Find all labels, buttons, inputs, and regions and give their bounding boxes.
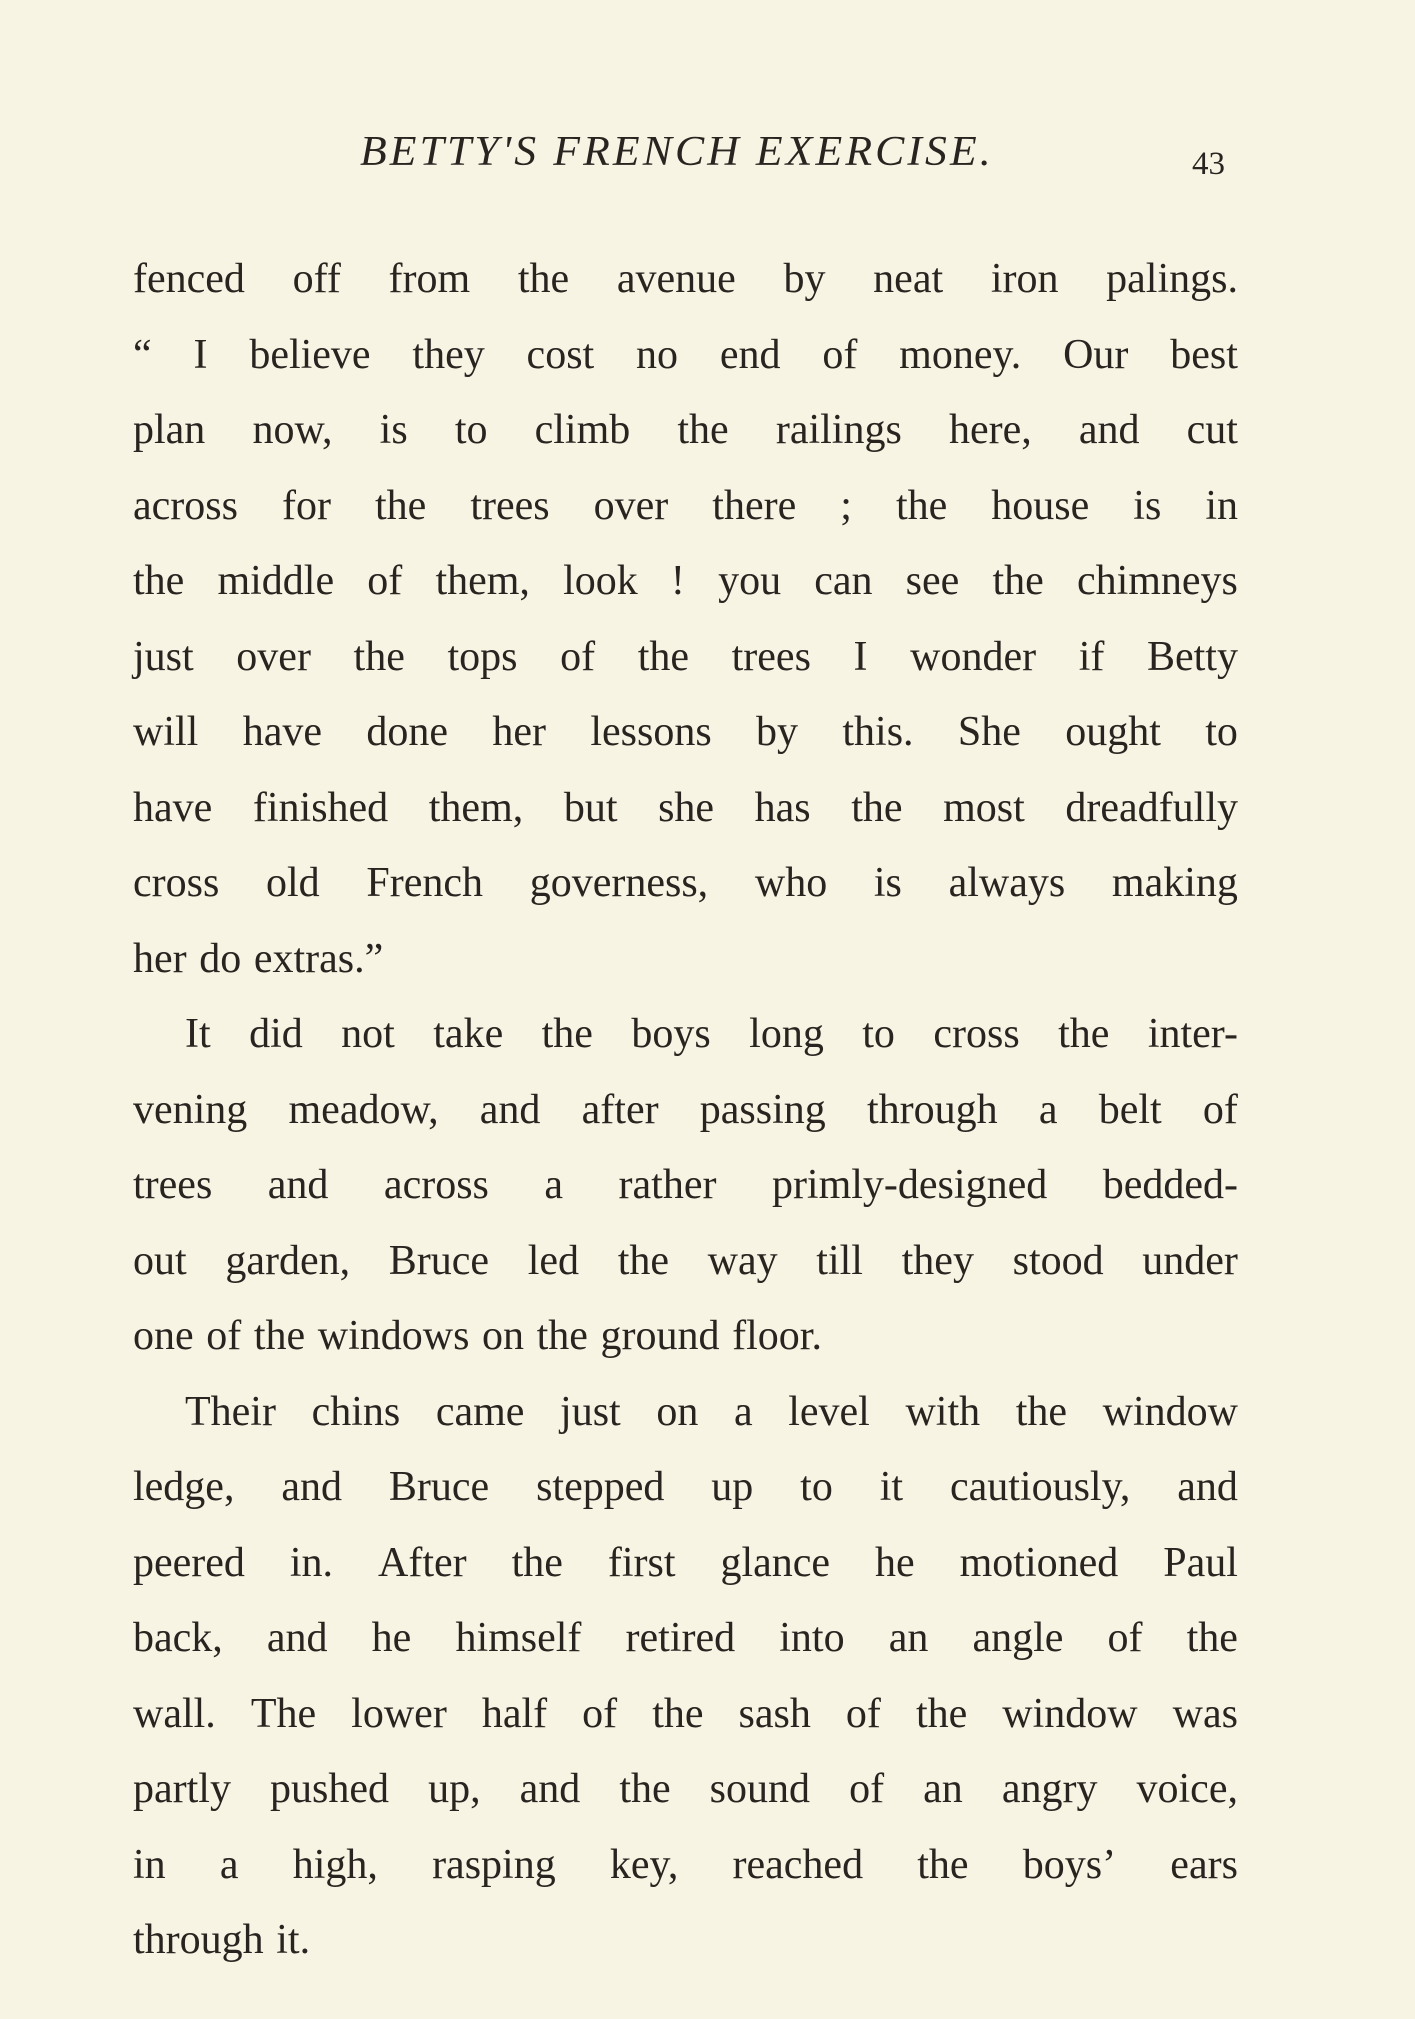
text-line xyxy=(133,771,1238,847)
word: is xyxy=(1133,482,1162,529)
word: voice, xyxy=(1136,1766,1238,1812)
word: under xyxy=(1142,1237,1238,1284)
word: from xyxy=(388,256,471,302)
word: lessons xyxy=(590,709,712,755)
word: the xyxy=(677,407,729,453)
word: the xyxy=(541,1011,593,1057)
word: across xyxy=(133,482,238,529)
word: believe xyxy=(249,331,371,378)
word: I xyxy=(193,331,208,378)
text-line xyxy=(133,1601,1238,1677)
word: cautiously, xyxy=(949,1464,1131,1510)
word: reached xyxy=(732,1841,864,1888)
word: It xyxy=(185,1011,211,1057)
word: iron xyxy=(990,256,1059,302)
word: retired xyxy=(625,1615,736,1661)
word: can xyxy=(814,558,873,604)
word: old xyxy=(266,860,320,906)
word: of xyxy=(845,1690,881,1737)
word: on xyxy=(482,1313,525,1359)
word: till xyxy=(816,1237,863,1284)
text-line xyxy=(133,1450,1238,1526)
page-number: 43 xyxy=(1192,146,1225,182)
word: ground xyxy=(600,1313,720,1359)
word: in xyxy=(133,1841,166,1888)
word: take xyxy=(433,1011,504,1057)
word: cross xyxy=(933,1011,1020,1057)
word: and xyxy=(266,1615,328,1661)
text-line xyxy=(133,544,1238,620)
word: the xyxy=(253,1313,306,1359)
word: of xyxy=(582,1690,618,1737)
word: Paul xyxy=(1163,1539,1238,1586)
word: avenue xyxy=(616,256,736,302)
word: she xyxy=(658,784,715,831)
word: wall. xyxy=(133,1690,216,1737)
word: to xyxy=(800,1464,833,1510)
word: done xyxy=(366,709,448,755)
word: of xyxy=(367,558,403,604)
word: an xyxy=(888,1615,929,1661)
word: the xyxy=(511,1539,563,1586)
word: best xyxy=(1170,331,1238,378)
word: they xyxy=(901,1237,974,1284)
word: just xyxy=(560,1388,621,1435)
word: is xyxy=(379,407,408,453)
word: is xyxy=(873,860,902,906)
text-line xyxy=(133,242,1238,318)
word: Their xyxy=(185,1388,276,1435)
text-line xyxy=(133,1299,1238,1375)
text-line xyxy=(133,1224,1238,1300)
word: neat xyxy=(873,256,944,302)
word: in xyxy=(1205,482,1238,529)
word: and xyxy=(281,1464,342,1510)
word: Betty xyxy=(1146,633,1238,680)
word: he xyxy=(371,1615,412,1661)
word: the xyxy=(652,1690,704,1737)
word: the xyxy=(617,1237,669,1284)
word: now, xyxy=(252,407,333,453)
text-line xyxy=(133,1148,1238,1224)
word: plan xyxy=(133,407,206,453)
word: a xyxy=(733,1388,753,1435)
word: finished xyxy=(252,784,389,831)
word: primly-designed xyxy=(771,1162,1048,1208)
text-line xyxy=(133,922,1238,998)
word: I xyxy=(853,633,868,680)
word: himself xyxy=(455,1615,582,1661)
word: first xyxy=(607,1539,676,1586)
word: Our xyxy=(1063,331,1129,378)
word: with xyxy=(905,1388,981,1435)
text-line xyxy=(133,846,1238,922)
word: up, xyxy=(428,1766,481,1812)
word: her xyxy=(133,935,187,982)
word: the xyxy=(915,1690,968,1737)
word: climb xyxy=(534,407,631,453)
word: tops xyxy=(447,633,518,680)
word: over xyxy=(593,482,669,529)
word: dreadfully xyxy=(1065,784,1238,831)
word: palings. xyxy=(1106,256,1238,302)
word: have xyxy=(133,784,213,831)
word: vening xyxy=(133,1086,248,1133)
word: After xyxy=(378,1539,467,1586)
word: passing xyxy=(699,1086,826,1133)
word: the xyxy=(917,1841,969,1888)
word: belt xyxy=(1098,1086,1162,1133)
text-line xyxy=(133,1903,1238,1979)
word: to xyxy=(862,1011,895,1057)
word: garden, xyxy=(225,1237,351,1284)
word: back, xyxy=(133,1615,223,1661)
word: look xyxy=(563,558,638,604)
word: ears xyxy=(1170,1841,1238,1888)
word: governess, xyxy=(529,860,709,906)
word: stepped xyxy=(536,1464,665,1510)
text-line xyxy=(133,1828,1238,1904)
word: this. xyxy=(842,709,914,755)
word: and xyxy=(519,1766,581,1812)
word: rather xyxy=(618,1162,717,1208)
text-line xyxy=(133,1526,1238,1602)
text-line xyxy=(133,1073,1238,1149)
word: the xyxy=(1058,1011,1110,1057)
word: a xyxy=(219,1841,239,1888)
word: money. xyxy=(899,331,1022,378)
word: windows xyxy=(317,1313,470,1359)
word: the xyxy=(133,558,185,604)
word: have xyxy=(242,709,322,755)
word: he xyxy=(875,1539,915,1586)
word: the xyxy=(1186,1615,1238,1661)
word: the xyxy=(851,784,903,831)
word: of xyxy=(560,633,596,680)
word: boys’ xyxy=(1022,1841,1117,1888)
word: but xyxy=(563,784,618,831)
word: cost xyxy=(526,331,595,378)
word: see xyxy=(905,558,960,604)
word: the xyxy=(536,1313,588,1359)
word: trees xyxy=(133,1162,213,1208)
word: into xyxy=(779,1615,845,1661)
text-line xyxy=(133,1752,1238,1828)
word: for xyxy=(281,482,331,529)
text-line xyxy=(133,620,1238,696)
word: there xyxy=(712,482,797,529)
word: most xyxy=(943,784,1025,831)
word: stood xyxy=(1012,1237,1104,1284)
word: and xyxy=(1177,1464,1238,1510)
word: high, xyxy=(292,1841,378,1888)
word: end xyxy=(719,331,781,378)
word: “ xyxy=(133,331,152,378)
word: long xyxy=(749,1011,824,1057)
word: them, xyxy=(428,784,524,831)
word: way xyxy=(707,1237,778,1284)
word: ! xyxy=(670,558,685,604)
word: and xyxy=(479,1086,541,1133)
word: trees xyxy=(731,633,811,680)
word: off xyxy=(292,256,341,302)
word: trees xyxy=(470,482,550,529)
word: no xyxy=(636,331,679,378)
word: inter- xyxy=(1147,1011,1238,1057)
word: was xyxy=(1172,1690,1238,1737)
word: not xyxy=(341,1011,395,1057)
word: chins xyxy=(311,1388,401,1435)
word: did xyxy=(249,1011,303,1057)
word: will xyxy=(133,709,199,755)
word: who xyxy=(754,860,828,906)
word: has xyxy=(754,784,811,831)
word: always xyxy=(948,860,1066,906)
word: She xyxy=(957,709,1021,755)
text-line xyxy=(133,318,1238,394)
word: ledge, xyxy=(133,1464,235,1510)
word: here, xyxy=(948,407,1032,453)
text-line xyxy=(133,695,1238,771)
word: window xyxy=(1102,1388,1238,1435)
word: a xyxy=(544,1162,564,1208)
word: you xyxy=(718,558,782,604)
text-line xyxy=(133,1375,1238,1451)
word: The xyxy=(250,1690,317,1737)
word: if xyxy=(1078,633,1105,680)
word: on xyxy=(656,1388,699,1435)
word: of xyxy=(206,1313,242,1359)
word: the xyxy=(619,1766,671,1812)
word: fenced xyxy=(133,256,245,302)
word: extras.” xyxy=(253,935,384,982)
word: of xyxy=(1107,1615,1143,1661)
word: angry xyxy=(1001,1766,1098,1812)
word: cut xyxy=(1186,407,1238,453)
word: the xyxy=(374,482,427,529)
word: house xyxy=(991,482,1090,529)
word: bedded- xyxy=(1102,1162,1238,1208)
word: the xyxy=(1015,1388,1068,1435)
word: the xyxy=(353,633,405,680)
word: railings xyxy=(775,407,902,453)
word: the xyxy=(637,633,690,680)
word: Bruce xyxy=(388,1464,490,1510)
word: angle xyxy=(972,1615,1064,1661)
word: out xyxy=(133,1237,187,1284)
word: by xyxy=(756,709,799,755)
word: floor. xyxy=(732,1313,822,1359)
word: level xyxy=(788,1388,870,1435)
word: half xyxy=(481,1690,548,1737)
word: just xyxy=(133,633,194,680)
word: up xyxy=(711,1464,754,1510)
word: the xyxy=(517,256,570,302)
word: middle xyxy=(217,558,335,604)
word: ought xyxy=(1065,709,1161,755)
word: window xyxy=(1002,1690,1138,1737)
word: in. xyxy=(289,1539,334,1586)
word: ; xyxy=(840,482,852,529)
word: after xyxy=(581,1086,659,1133)
word: a xyxy=(1038,1086,1058,1133)
word: chimneys xyxy=(1076,558,1238,604)
body-text xyxy=(133,242,1238,1979)
word: led xyxy=(527,1237,580,1284)
word: cross xyxy=(133,860,220,906)
word: to xyxy=(454,407,488,453)
word: lower xyxy=(351,1690,447,1737)
word: an xyxy=(923,1766,963,1812)
word: boys xyxy=(631,1011,711,1057)
word: of xyxy=(849,1766,885,1812)
word: making xyxy=(1111,860,1238,906)
word: across xyxy=(383,1162,489,1208)
word: key, xyxy=(609,1841,679,1888)
word: it. xyxy=(276,1917,311,1963)
word: of xyxy=(822,331,858,378)
word: through xyxy=(133,1917,264,1963)
word: sound xyxy=(709,1766,811,1812)
word: meadow, xyxy=(288,1086,439,1133)
text-line xyxy=(133,1677,1238,1753)
text-line xyxy=(133,997,1238,1073)
word: glance xyxy=(720,1539,831,1586)
word: pushed xyxy=(270,1766,390,1812)
word: Bruce xyxy=(388,1237,490,1284)
word: rasping xyxy=(432,1841,556,1888)
word: wonder xyxy=(910,633,1037,680)
running-title: BETTY'S FRENCH EXERCISE. xyxy=(360,129,994,175)
word: partly xyxy=(133,1766,231,1812)
word: of xyxy=(1202,1086,1238,1133)
word: sash xyxy=(738,1690,811,1737)
word: to xyxy=(1205,709,1238,755)
word: them, xyxy=(435,558,530,604)
word: French xyxy=(366,860,484,906)
word: through xyxy=(866,1086,998,1133)
word: the xyxy=(992,558,1044,604)
word: they xyxy=(412,331,485,378)
word: and xyxy=(1078,407,1140,453)
text-line xyxy=(133,469,1238,545)
word: it xyxy=(879,1464,904,1510)
word: by xyxy=(783,256,826,302)
word: do xyxy=(199,935,242,982)
word: over xyxy=(236,633,311,680)
text-line xyxy=(133,393,1238,469)
word: came xyxy=(435,1388,525,1435)
word: peered xyxy=(133,1539,245,1586)
word: the xyxy=(895,482,948,529)
word: one xyxy=(133,1313,194,1359)
word: motioned xyxy=(959,1539,1119,1586)
word: her xyxy=(492,709,546,755)
word: and xyxy=(267,1162,329,1208)
